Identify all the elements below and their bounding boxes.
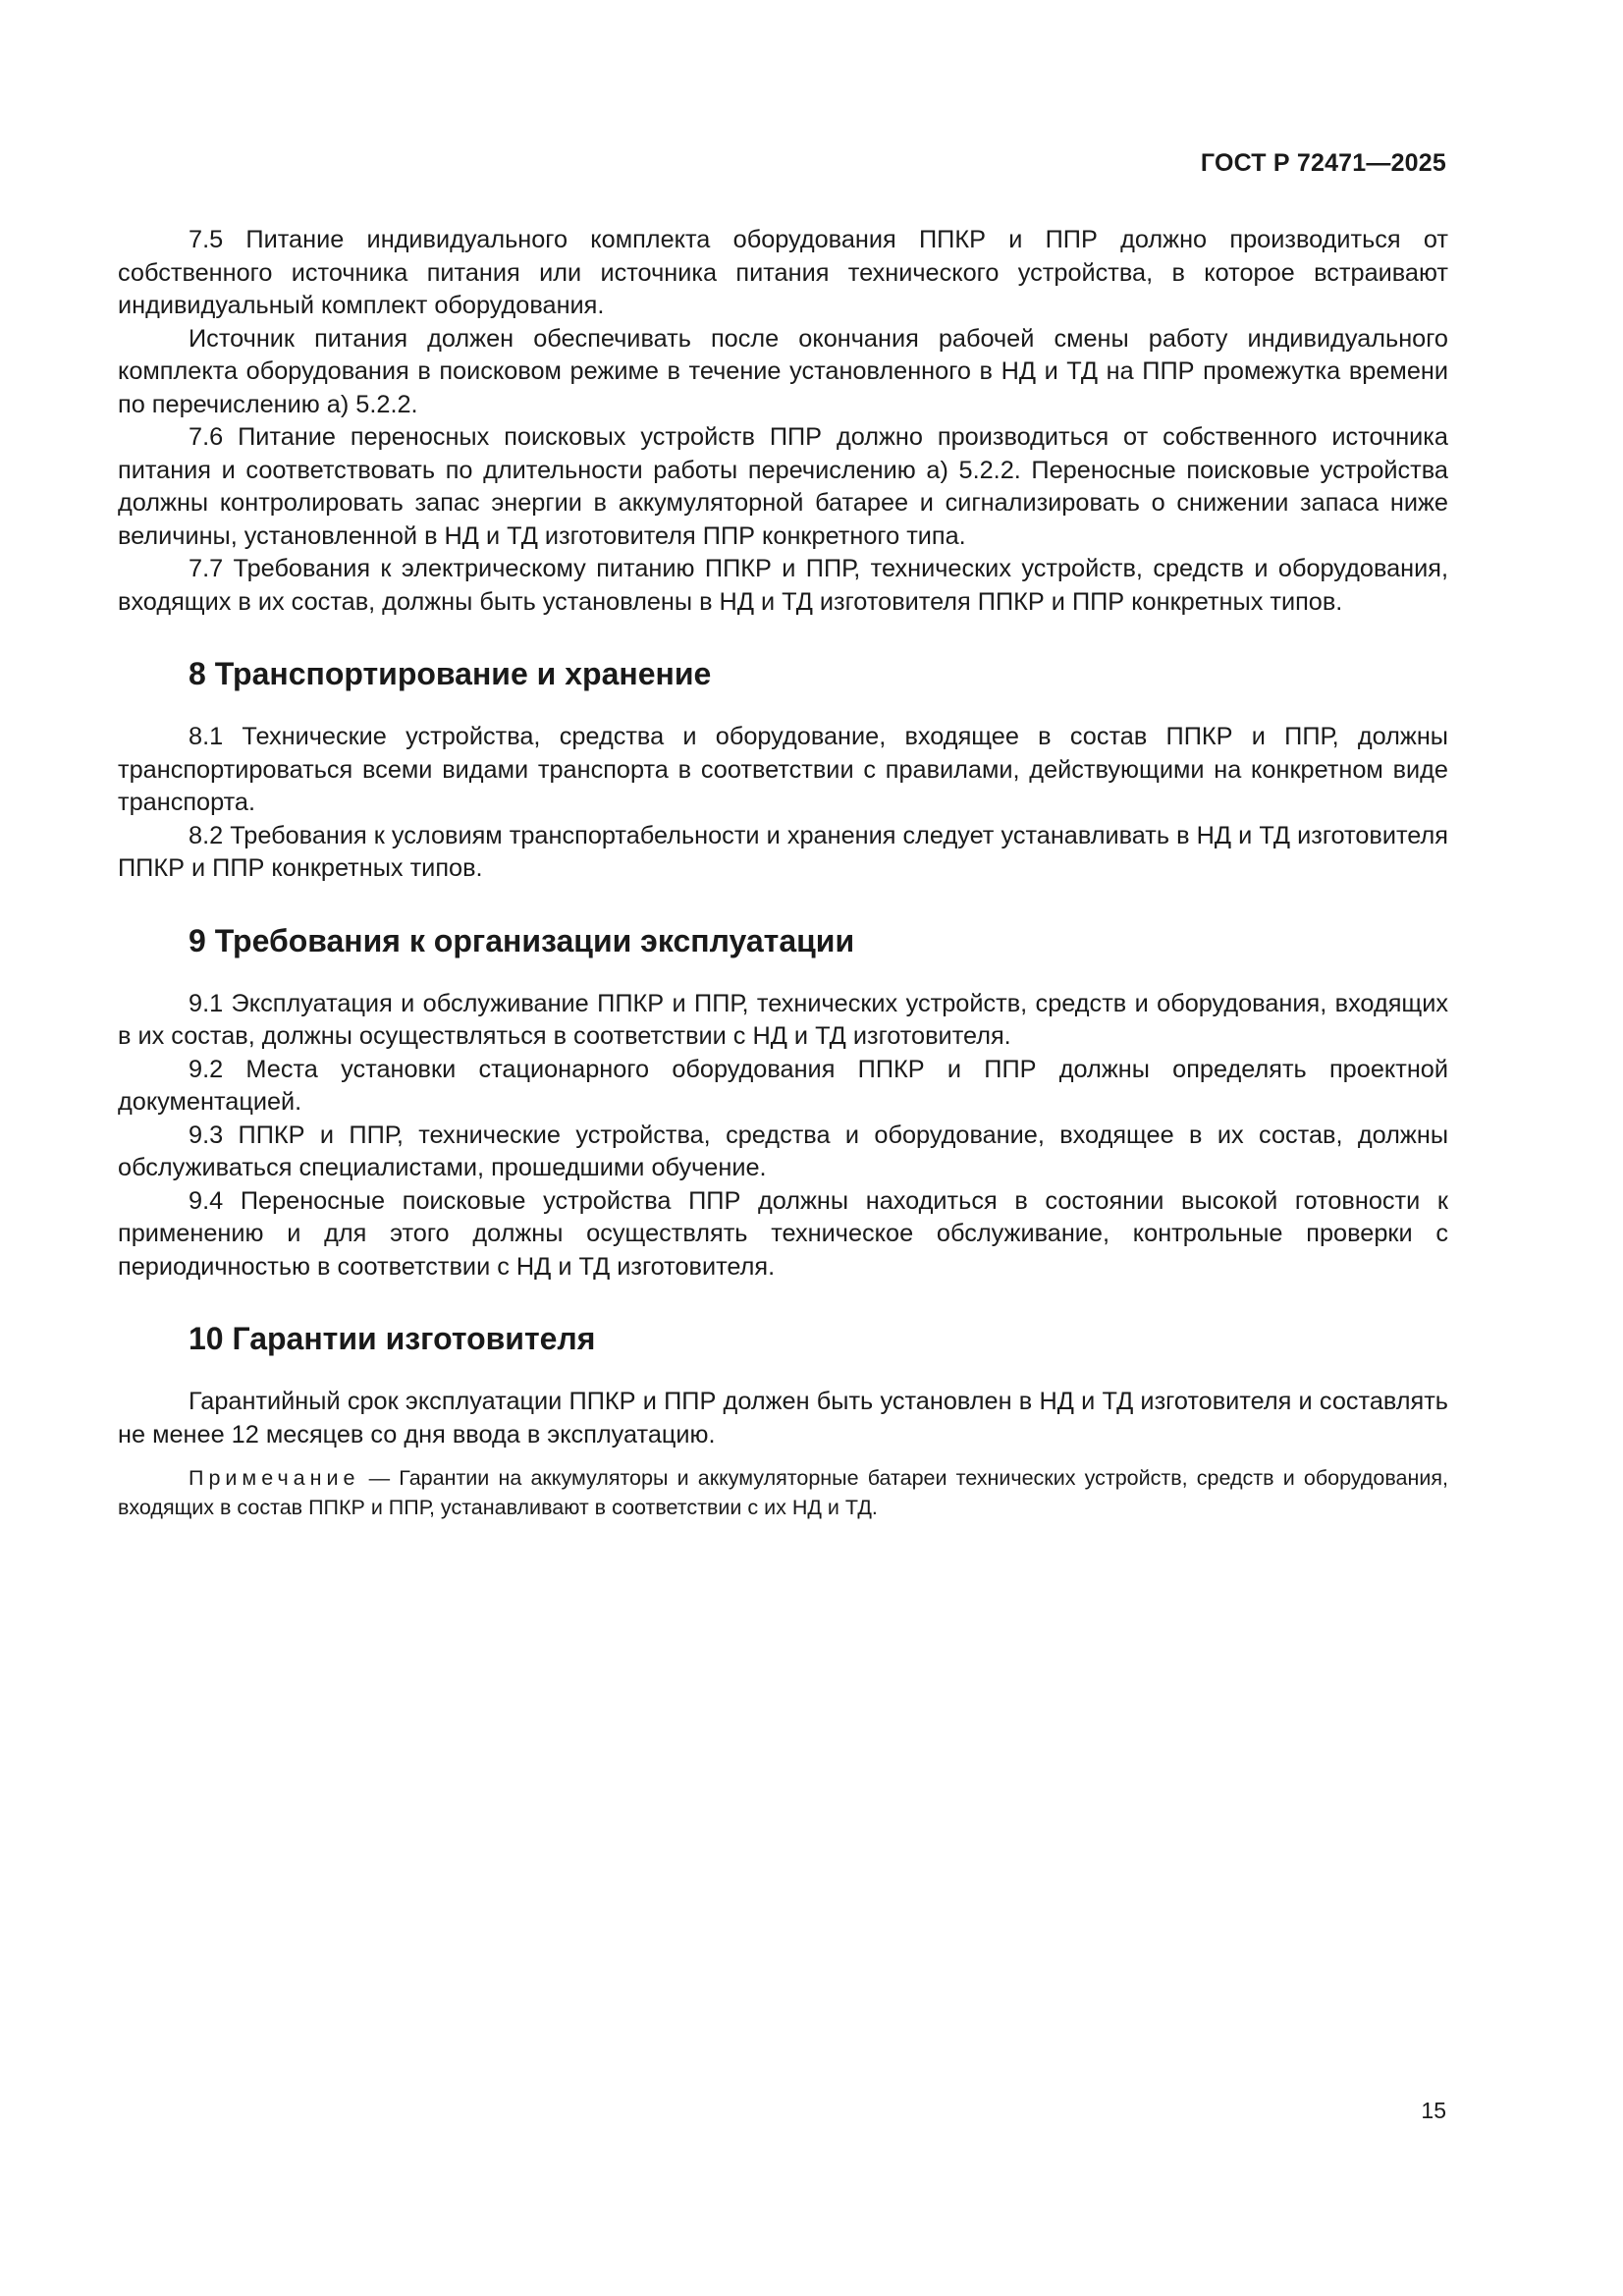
section-heading-10: 10 Гарантии изготовителя <box>189 1321 596 1356</box>
paragraph-8-2: 8.2 Требования к условиям транспортабельности и хранения следует устанавливать в НД и ТД изготовителя ППКР и ППР конкретных типов. <box>118 821 1448 882</box>
paragraph-7-7: 7.7 Требования к электрическому питанию ППКР и ППР, технических устройств, средств и оборудования, входящих в их состав, должны быть установлены в НД и ТД изготовителя ППКР и ППР конкретных типов. <box>118 555 1448 616</box>
note-label: Примечание <box>189 1466 360 1490</box>
note-text: — Гарантии на аккумуляторы и аккумуляторные батареи технических устройств, средств и оборудования, входящих в состав ППКР и ППР, устанавливают в соответствии с их НД и ТД. <box>118 1466 1448 1519</box>
paragraph-8-1: 8.1 Технические устройства, средства и оборудование, входящее в состав ППКР и ППР, должны транспортироваться всеми видами транспорта в соответствии с правилами, действующими на конкретном виде транспорта. <box>118 723 1448 816</box>
paragraph-10-1: Гарантийный срок эксплуатации ППКР и ППР должен быть установлен в НД и ТД изготовителя и составлять не менее 12 месяцев со дня ввода в эксплуатацию. <box>118 1388 1448 1449</box>
paragraph-7-6: 7.6 Питание переносных поисковых устройств ППР должно производиться от собственного источника питания и соответствовать по длительности работы перечислению а) 5.2.2. Переносные поисковые устройства должны контролировать запас энергии в аккумуляторной батарее и сигнализировать о снижении запаса ниже величины, установленной в НД и ТД изготовителя ППР конкретного типа. <box>118 423 1448 550</box>
section-heading-8: 8 Транспортирование и хранение <box>189 656 712 691</box>
section-heading-9: 9 Требования к организации эксплуатации <box>189 922 855 958</box>
page-content <box>118 224 1448 1522</box>
paragraph-9-2: 9.2 Места установки стационарного оборудования ППКР и ППР должны определять проектной документацией. <box>118 1055 1448 1116</box>
paragraph-7-5-power-source: Источник питания должен обеспечивать после окончания рабочей смены работу индивидуального комплекта оборудования в поисковом режиме в течение установленного в НД и ТД на ППР промежутка времени по перечислению а) 5.2.2. <box>118 324 1448 418</box>
page-number: 15 <box>1421 2098 1446 2123</box>
paragraph-9-3: 9.3 ППКР и ППР, технические устройства, средства и оборудование, входящее в их состав, должны обслуживаться специалистами, прошедшими обучение. <box>118 1121 1448 1181</box>
paragraph-9-1: 9.1 Эксплуатация и обслуживание ППКР и ППР, технических устройств, средств и оборудования, входящих в их состав, должны осуществляться в соответствии с НД и ТД изготовителя. <box>118 989 1448 1050</box>
document-code: ГОСТ Р 72471—2025 <box>1200 149 1446 177</box>
note <box>118 1463 1448 1522</box>
paragraph-7-5: 7.5 Питание индивидуального комплекта оборудования ППКР и ППР должно производиться от собственного источника питания или источника питания технического устройства, в которое встраивают индивидуальный комплект оборудования. <box>118 226 1448 319</box>
paragraph-9-4: 9.4 Переносные поисковые устройства ППР должны находиться в состоянии высокой готовности к применению и для этого должны осуществлять техническое обслуживание, контрольные проверки с периодичностью в соответствии с НД и ТД изготовителя. <box>118 1186 1448 1281</box>
